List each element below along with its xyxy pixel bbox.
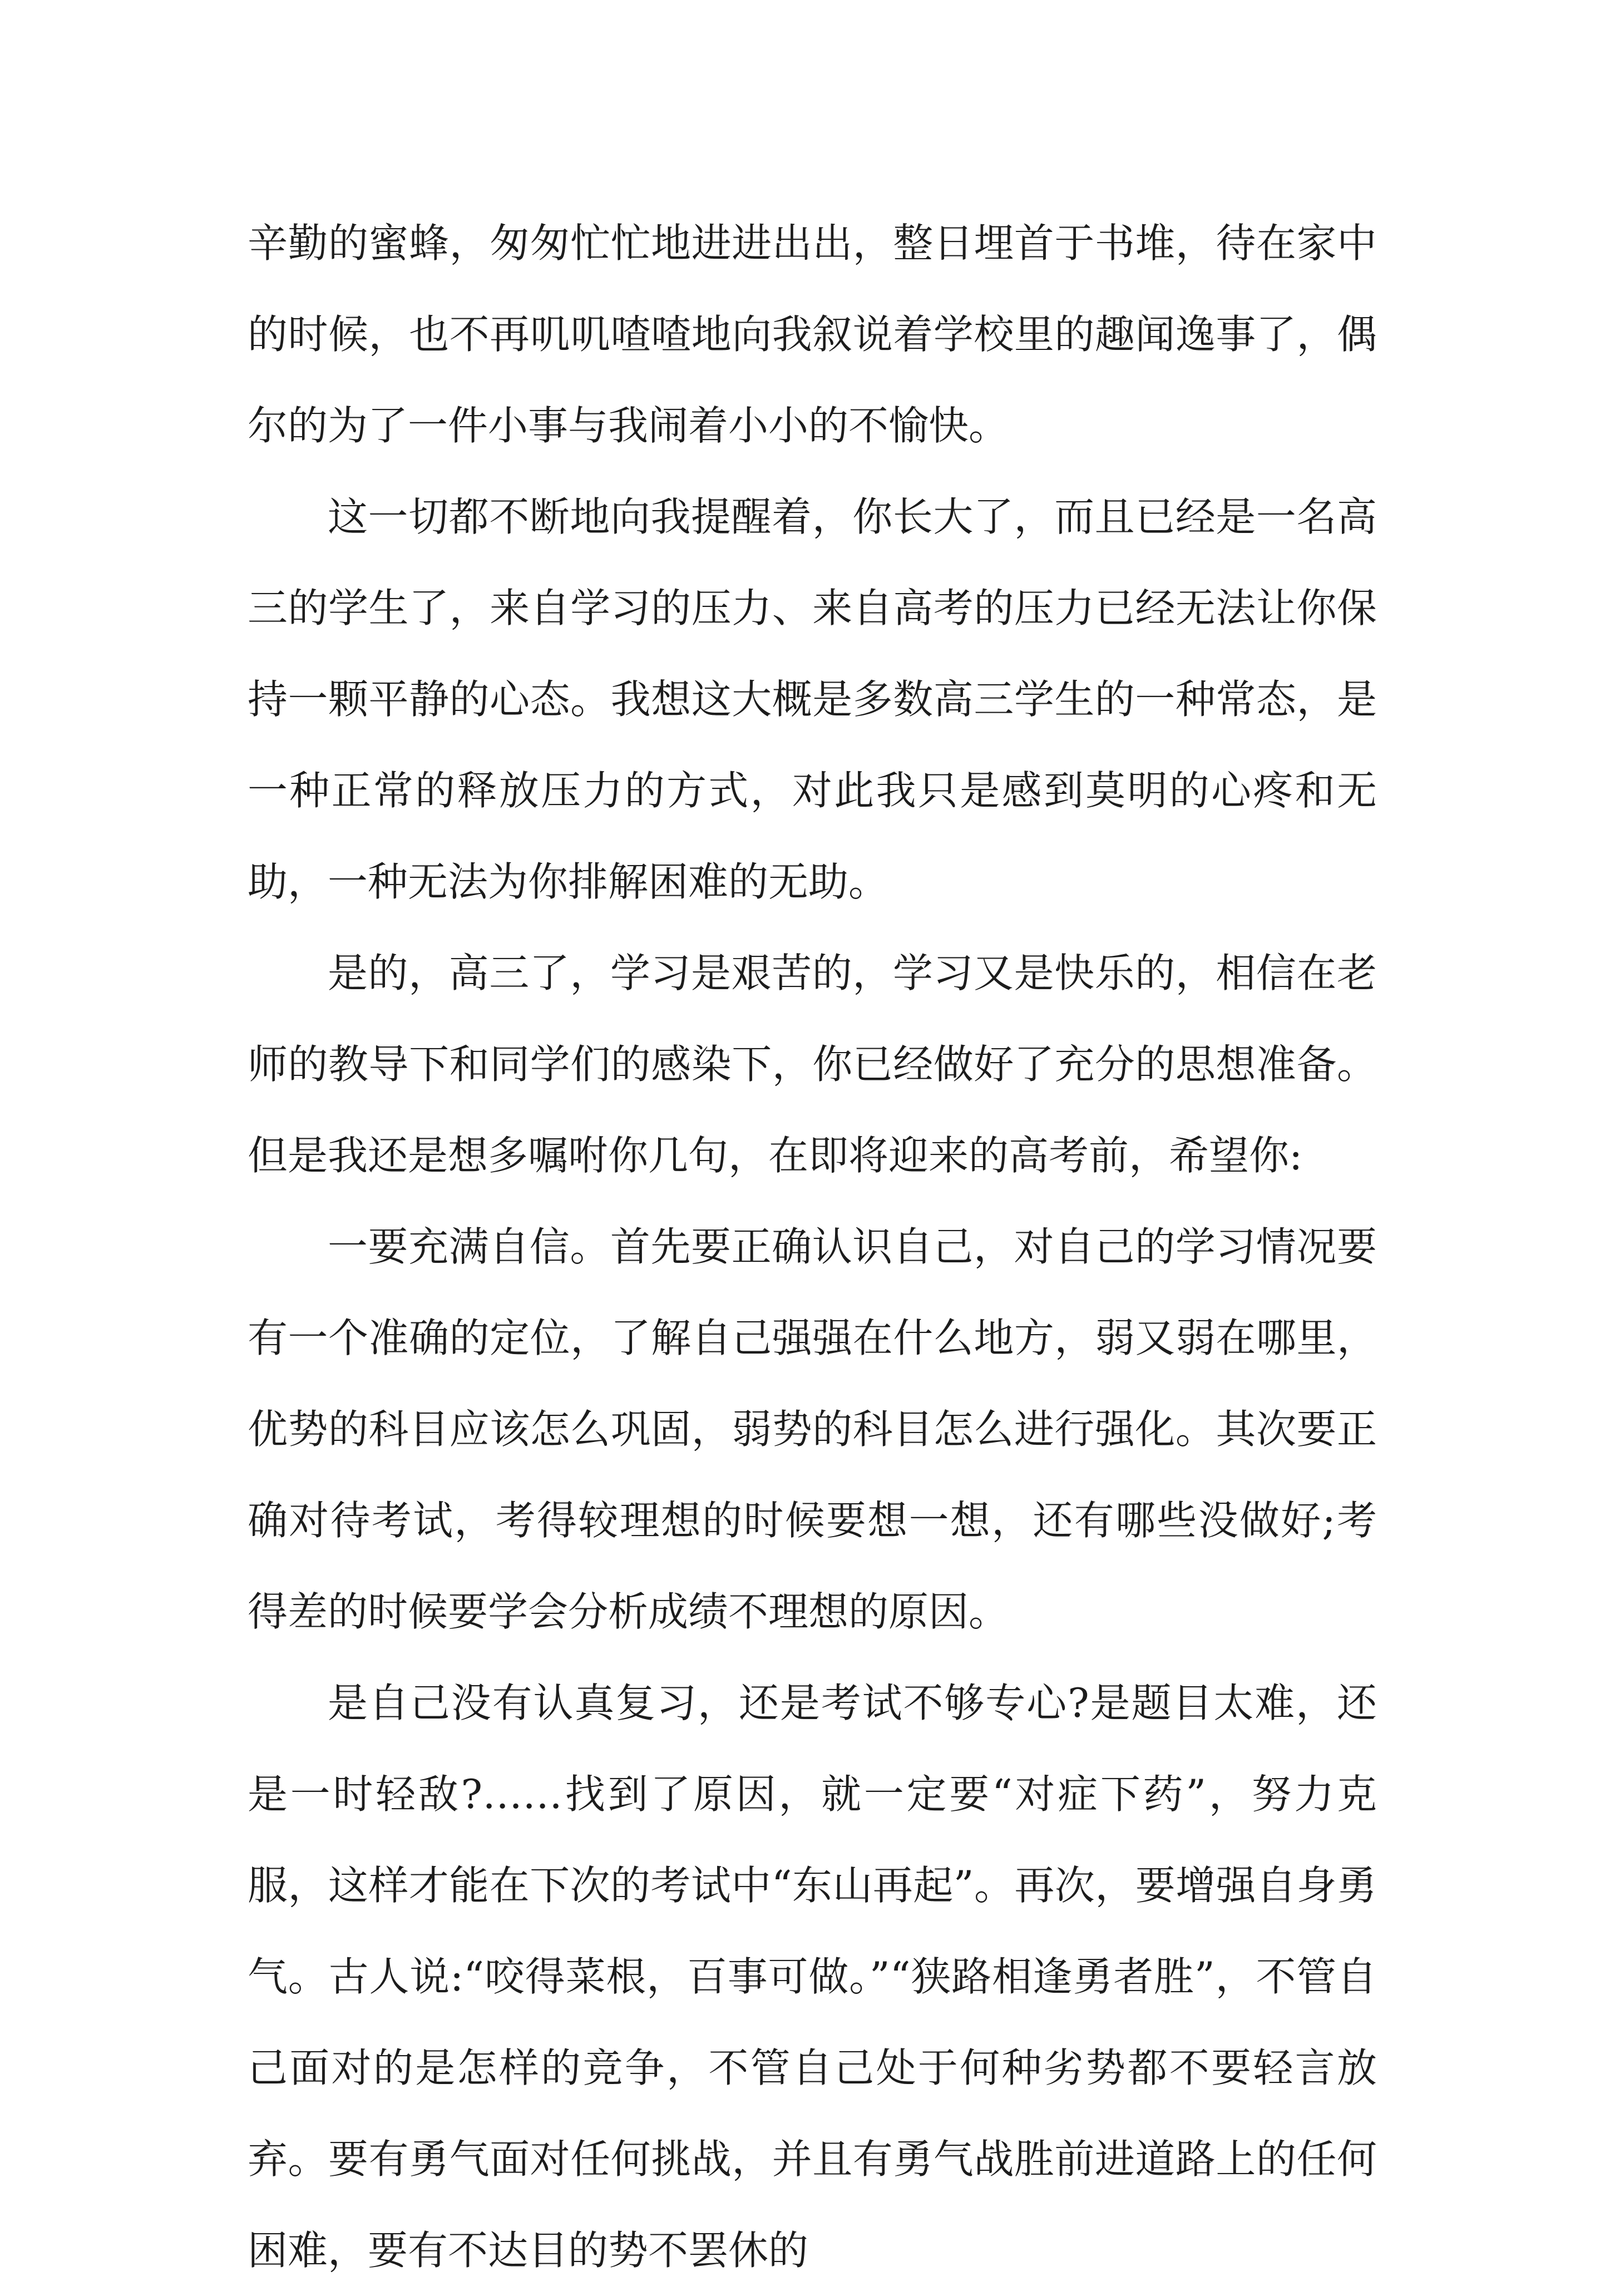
paragraph-4: 一要充满自信。首先要正确认识自己，对自己的学习情况要有一个准确的定位，了解自己强强在什么地方，弱又弱在哪里，优势的科目应该怎么巩固，弱势的科目怎么进行强化。其次要正确对待考试，考得较理想的时候要想一想，还有哪些没做好;考得差的时候要学会分析成绩不理想的原因。 (248, 1223, 1377, 1635)
paragraph-3: 是的，高三了，学习是艰苦的，学习又是快乐的，相信在老师的教导下和同学们的感染下，你已经做好了充分的思想准备。但是我还是想多嘱咐你几句，在即将迎来的高考前，希望你: (248, 950, 1377, 1179)
paragraph-2: 这一切都不断地向我提醒着，你长大了，而且已经是一名高三的学生了，来自学习的压力、来自高考的压力已经无法让你保持一颗平静的心态。我想这大概是多数高三学生的一种常态，是一种正常的释放压力的方式，对此我只是感到莫明的心疼和无助，一种无法为你排解困难的无助。 (248, 493, 1377, 905)
paragraph-1: 辛勤的蜜蜂，匆匆忙忙地进进出出，整日埋首于书堆，待在家中的时候，也不再叽叽喳喳地向我叙说着学校里的趣闻逸事了，偶尔的为了一件小事与我闹着小小的不愉快。 (248, 220, 1377, 449)
paragraph-5: 是自己没有认真复习，还是考试不够专心?是题目太难，还是一时轻敌?……找到了原因，就一定要“对症下药”，努力克服，这样才能在下次的考试中“东山再起”。再次，要增强自身勇气。古人说:“咬得菜根，百事可做。”“狭路相逢勇者胜”，不管自己面对的是怎样的竞争，不管自己处于何种劣势都不要轻言放弃。要有勇气面对任何挑战，并且有勇气战胜前进道路上的任何困难，要有不达目的势不罢休的 (248, 1680, 1377, 2274)
body-text (248, 197, 1377, 2296)
